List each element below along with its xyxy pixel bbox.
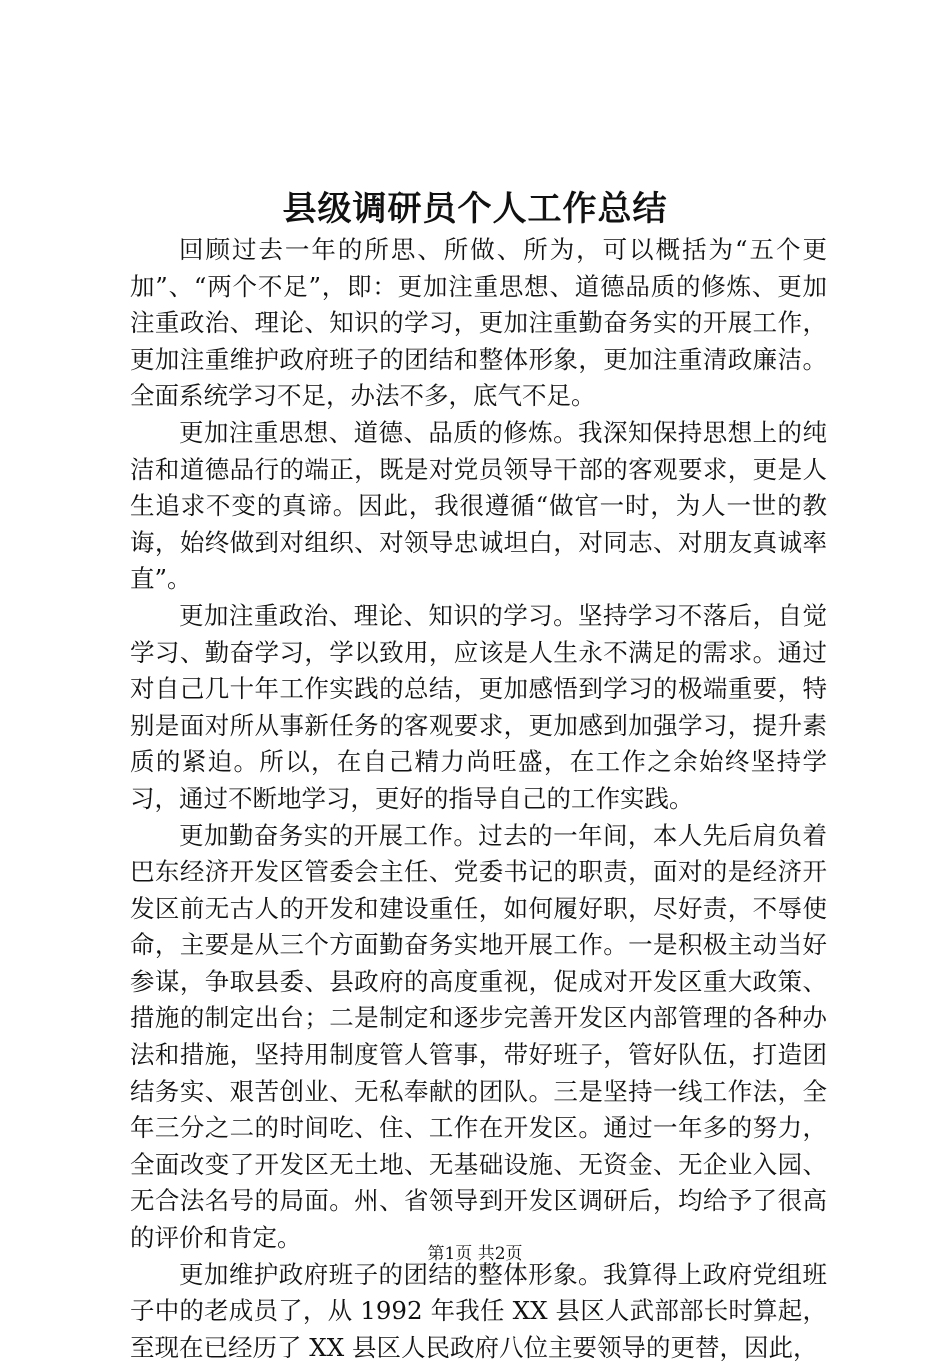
paragraph-team-unity: 更加维护政府班子的团结的整体形象。我算得上政府党组班子中的老成员了，从 1992 年我任 XX 县区人武部部长时算起，至现在已经历了 XX 县区人民政府八位主要领导的更替，因此， <box>130 1259 827 1362</box>
paragraph-study: 更加注重政治、理论、知识的学习。坚持学习不落后，自觉学习、勤奋学习，学以致用，应该是人生永不满足的需求。通过对自己几十年工作实践的总结，更加感悟到学习的极端重要，特别是面对所从事新任务的客观要求，更加感到加强学习，提升素质的紧迫。所以，在自己精力尚旺盛，在工作之余始终坚持学习，通过不断地学习，更好的指导自己的工作实践。 <box>130 600 827 813</box>
document-body <box>130 232 827 1366</box>
paragraph-diligent-work: 更加勤奋务实的开展工作。过去的一年间，本人先后肩负着巴东经济开发区管委会主任、党委书记的职责，面对的是经济开发区前无古人的开发和建设重任，如何履好职，尽好责，不辱使命，主要是从三个方面勤奋务实地开展工作。一是积极主动当好参谋，争取县委、县政府的高度重视，促成对开发区重大政策、措施的制定出台；二是制定和逐步完善开发区内部管理的各种办法和措施，坚持用制度管人管事，带好班子，管好队伍，打造团结务实、艰苦创业、无私奉献的团队。三是坚持一线工作法，全年三分之二的时间吃、住、工作在开发区。通过一年多的努力，全面改变了开发区无土地、无基础设施、无资金、无企业入园、无合法名号的局面。州、省领导到开发区调研后，均给予了很高的评价和肯定。 <box>130 820 827 1253</box>
paragraph-moral-cultivation: 更加注重思想、道德、品质的修炼。我深知保持思想上的纯洁和道德品行的端正，既是对党员领导干部的客观要求，更是人生追求不变的真谛。因此，我很遵循“做官一时，为人一世的教诲，始终做到对组织、对领导忠诚坦白，对同志、对朋友真诚率直”。 <box>130 417 827 594</box>
paragraph-intro: 回顾过去一年的所思、所做、所为，可以概括为“五个更加”、“两个不足”，即：更加注重思想、道德品质的修炼、更加注重政治、理论、知识的学习，更加注重勤奋务实的开展工作，更加注重维护政府班子的团结和整体形象，更加注重清政廉洁。全面系统学习不足，办法不多，底气不足。 <box>130 235 827 411</box>
page-number-footer: 第1页 共2页 <box>427 1244 523 1264</box>
document-title: 县级调研员个人工作总结 <box>282 189 668 229</box>
